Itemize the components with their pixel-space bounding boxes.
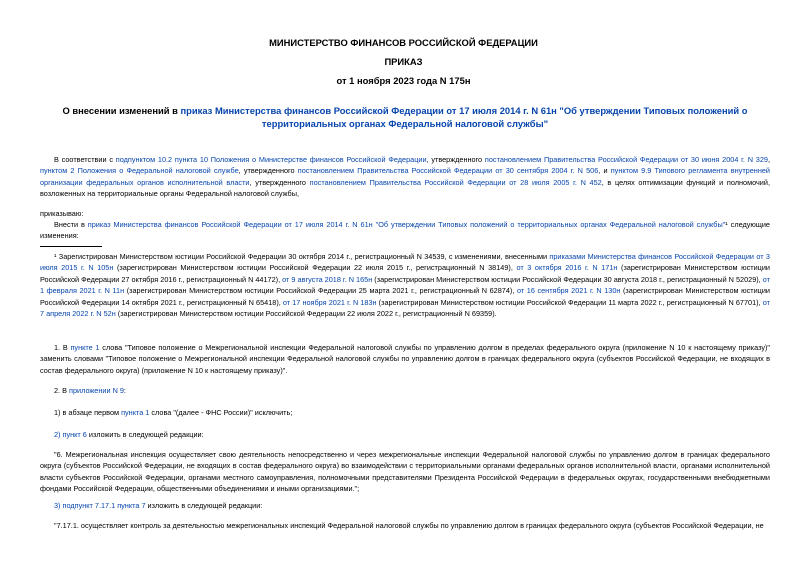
item-1-text-1: 1. В — [54, 343, 71, 352]
footnote-text-3: (зарегистрирован Министерством юстиции Российской Федерации 27 октября 2016 г., регистрационный N 44172), — [40, 263, 770, 284]
item-2-3-link[interactable]: 3) подпункт 7.17.1 пункта 7 — [54, 501, 146, 510]
quote-point-6: "6. Межрегиональная инспекция осуществляет свою деятельность непосредственно и через межрегиональные инспекции Федеральной налоговой службы по управлению долгом в границах федерального округа (субъектов Российской Федерации, не входящих в состав федерального округа) во взаимодействии с территориальными органами федеральных органов исполнительной власти, органами исполнительной власти субъектов Российской Федерации, органами местного самоуправления, полномочными представителями Президента Российской Федерации в федеральных округах, государственными внебюджетными фондами Российской Федерации, общественными объединениями и иными организациями."; — [40, 450, 770, 494]
document-title — [60, 105, 750, 130]
item-2-2-paragraph — [40, 429, 770, 440]
footnote-link-5[interactable]: от 16 сентября 2021 г. N 130н — [516, 286, 621, 296]
intro-order-link[interactable]: приказ Министерства финансов Российской Федерации от 17 июля 2014 г. N 61н "Об утверждении Типовых положений о территориальных органах Федеральной налоговой службы" — [87, 220, 726, 229]
item-2-1-text-1: 1) в абзаце первом — [54, 408, 122, 417]
preamble-text-1: В соответствии с — [54, 155, 116, 164]
item-1-link[interactable]: пункте 1 — [70, 343, 100, 352]
footnote-divider — [40, 246, 102, 247]
footnote-text-4: (зарегистрирован Министерством юстиции Российской Федерации 30 августа 2018 г., регистрационный N 52029), — [372, 274, 763, 284]
footnote-link-6[interactable]: от 17 ноября 2021 г. N 183н — [282, 297, 377, 307]
item-2-1-link[interactable]: пункта 1 — [121, 408, 150, 417]
footnote-mark: ¹ — [54, 252, 57, 261]
preamble-link-4[interactable]: постановлением Правительства Российской Федерации от 30 сентября 2004 г. N 506 — [297, 166, 599, 176]
ministry-heading: МИНИСТЕРСТВО ФИНАНСОВ РОССИЙСКОЙ ФЕДЕРАЦИИ — [269, 37, 538, 48]
item-1-paragraph — [40, 342, 770, 376]
item-2-paragraph — [40, 385, 770, 396]
footnote-link-3[interactable]: от 9 августа 2018 г. N 165н — [282, 274, 373, 284]
intro-paragraph — [40, 219, 770, 242]
document-date-number: от 1 ноября 2023 года N 175н — [336, 75, 471, 86]
title-order-link[interactable]: приказ Министерства финансов Российской Федерации от 17 июля 2014 г. N 61н "Об утверждении Типовых положений о территориальных органах Федеральной налоговой службы" — [180, 105, 748, 129]
item-2-link[interactable]: приложении N 9 — [69, 386, 124, 395]
preamble-link-3[interactable]: пунктом 2 Положения о Федеральной налоговой службе — [40, 166, 239, 176]
intro-text-1: Внести в — [54, 220, 88, 229]
preamble-link-5[interactable]: пунктом 9.9 Типового регламента внутренней организации федеральных органов исполнительной власти — [40, 166, 770, 187]
preamble-text-2: , утвержденного — [426, 155, 485, 164]
footnote-text-8: (зарегистрирован Министерством юстиции Российской Федерации 22 июля 2022 г., регистрационный N 69359). — [115, 309, 497, 319]
footnote-text-6: (зарегистрирован Министерством юстиции Российской Федерации 14 октября 2021 г., регистрационный N 65418), — [40, 286, 770, 307]
preamble-link-1[interactable]: подпунктом 10.2 пункта 10 Положения о Министерстве финансов Российской Федерации — [115, 155, 427, 164]
footnote-link-1[interactable]: приказами Министерства финансов Российской Федерации от 3 июля 2015 г. N 105н — [40, 252, 770, 273]
document-type: ПРИКАЗ — [384, 56, 423, 67]
quote-point-7-17-1: "7.17.1. осуществляет контроль за деятельностью межрегиональных инспекций Федеральной налоговой службы по управлению долгом в границах федерального округа (субъектов Российской Федерации, не — [54, 521, 764, 530]
preamble-link-6[interactable]: постановлением Правительства Российской Федерации от 28 июля 2005 г. N 452 — [309, 177, 602, 187]
preamble-text-5: , и — [598, 166, 611, 176]
item-2-text-2: : — [123, 386, 126, 395]
footnote-text-7: (зарегистрирован Министерством юстиции Российской Федерации 11 марта 2022 г., регистрационный N 67701), — [376, 297, 763, 307]
preamble-text-6: , утвержденного — [249, 177, 310, 187]
preamble-link-2[interactable]: постановлением Правительства Российской Федерации от 30 июня 2004 г. N 329 — [484, 155, 768, 164]
item-2-3-text: изложить в следующей редакции: — [145, 501, 263, 510]
item-2-1-text-2: слова "(далее - ФНС России)" исключить; — [149, 408, 293, 417]
preamble-text-7: , в целях оптимизации функций и полномочий, возложенных на территориальные органы Федеральной налоговой службы, — [40, 177, 770, 199]
item-1-text-2: слова "Типовое положение о Межрегиональной инспекции Федеральной налоговой службы по управлению долгом в пределах федерального округа (приложение N 10 к настоящему приказу)" заменить словами "Типовое положение о Межрегиональной инспекции Федеральной налоговой службы по управлению долгом в границах федерального округа (субъектов Российской Федерации, не входящих в состав федерального округа) (приложение N 10 к настоящему приказу)". — [40, 343, 771, 375]
footnote-link-4[interactable]: от 1 февраля 2021 г. N 11н — [40, 274, 770, 296]
footnote-link-2[interactable]: от 3 октября 2016 г. N 171н — [516, 263, 618, 273]
preamble-paragraph — [40, 154, 770, 200]
footnote-paragraph — [40, 251, 770, 319]
preamble-text-4: , утвержденного — [238, 166, 298, 176]
title-text: О внесении изменений в — [62, 105, 181, 116]
footnote-text-2: (зарегистрирован Министерством юстиции Российской Федерации 22 июля 2015 г., регистрационный N 38149), — [113, 263, 517, 273]
footnote-text-1: Зарегистрирован Министерством юстиции Российской Федерации 30 октября 2014 г., регистрационный N 34539, с изменениями, внесенными — [56, 252, 550, 261]
item-2-2-text: изложить в следующей редакции: — [86, 430, 204, 439]
order-word: приказываю: — [40, 209, 84, 218]
footnote-link-7[interactable]: от 7 апреля 2022 г. N 52н — [40, 297, 770, 319]
item-2-3-paragraph — [40, 500, 770, 511]
item-2-2-link[interactable]: 2) пункт 6 — [54, 430, 87, 439]
footnote-text-5: (зарегистрирован Министерством юстиции Российской Федерации 25 марта 2021 г., регистрационный N 62874), — [124, 286, 517, 296]
item-2-text-1: 2. В — [54, 386, 70, 395]
intro-text-2: ¹ следующие изменения: — [40, 220, 770, 241]
item-2-1-paragraph — [40, 407, 770, 418]
preamble-text-3: , — [767, 155, 770, 164]
